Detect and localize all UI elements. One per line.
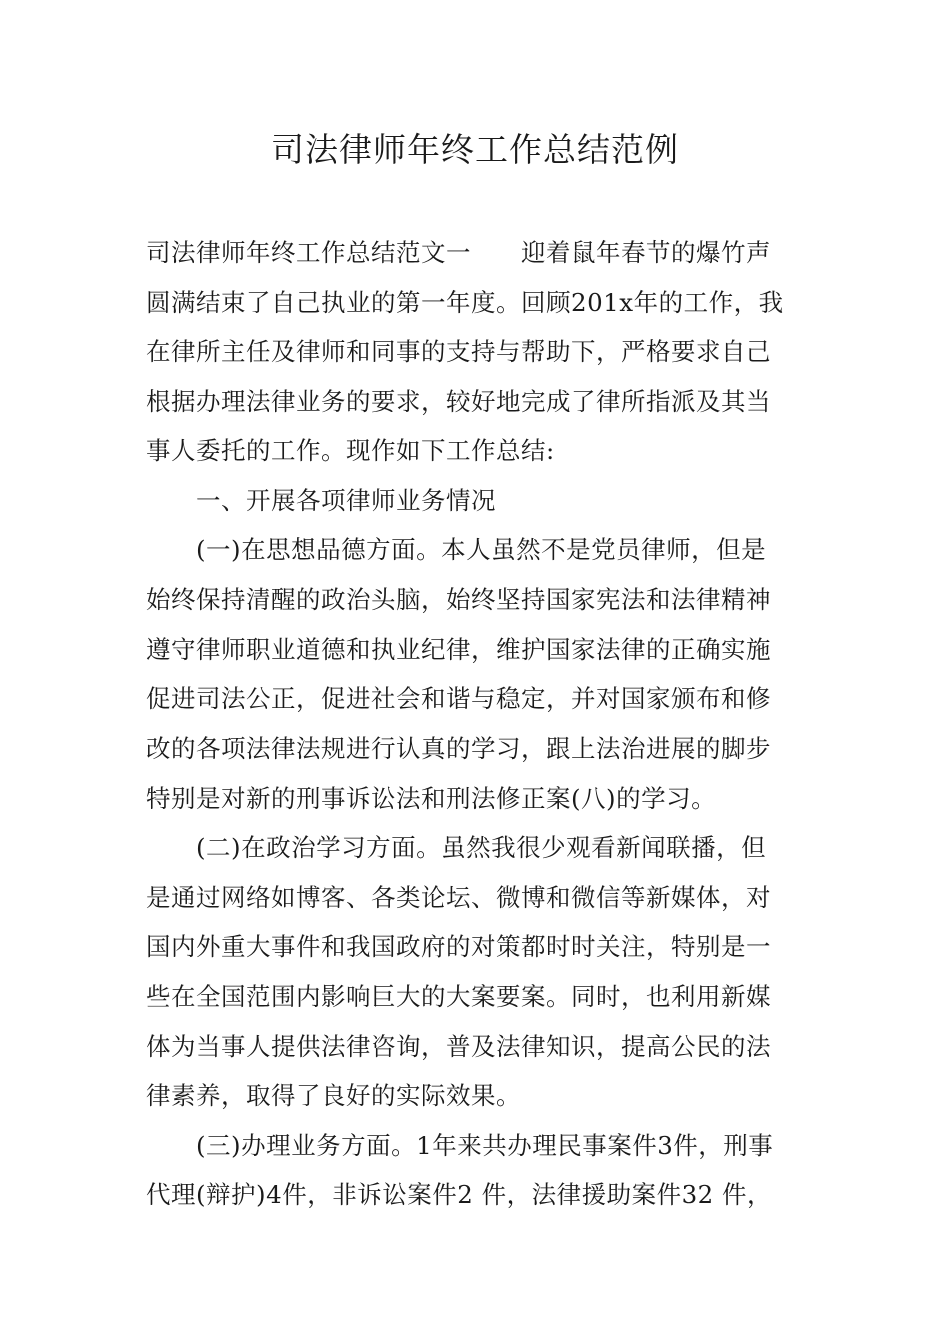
body-line-19: (三)办理业务方面。1年来共办理民事案件3件，刑事 xyxy=(196,1131,774,1160)
body-line-2: 圆满结束了自己执业的第一年度。回顾201x年的工作，我 xyxy=(146,288,784,317)
document-title: 司法律师年终工作总结范例 xyxy=(271,130,679,169)
body-line-5: 事人委托的工作。现作如下工作总结: xyxy=(146,436,555,465)
body-line-16: 些在全国范围内影响巨大的大案要案。同时，也利用新媒 xyxy=(146,982,771,1011)
body-line-17: 体为当事人提供法律咨询，普及法律知识，提高公民的法 xyxy=(146,1032,771,1061)
body-line-7: (一)在思想品德方面。本人虽然不是党员律师，但是 xyxy=(196,535,767,564)
body-line-11: 改的各项法律法规进行认真的学习，跟上法治进展的脚步 xyxy=(146,734,771,763)
body-line-8: 始终保持清醒的政治头脑，始终坚持国家宪法和法律精神 xyxy=(146,585,771,614)
body-line-14: 是通过网络如博客、各类论坛、微博和微信等新媒体，对 xyxy=(146,883,771,912)
body-line-18: 律素养，取得了良好的实际效果。 xyxy=(146,1081,521,1110)
body-line-1: 司法律师年终工作总结范文一 迎着鼠年春节的爆竹声 xyxy=(146,238,771,267)
section-heading-1: 一、开展各项律师业务情况 xyxy=(196,486,496,515)
body-line-10: 促进司法公正，促进社会和谐与稳定，并对国家颁布和修 xyxy=(146,684,771,713)
body-line-9: 遵守律师职业道德和执业纪律，维护国家法律的正确实施 xyxy=(146,635,771,664)
body-line-20: 代理(辩护)4件，非诉讼案件2 件，法律援助案件32 件， xyxy=(146,1180,773,1209)
body-line-12: 特别是对新的刑事诉讼法和刑法修正案(八)的学习。 xyxy=(146,784,717,813)
body-line-3: 在律所主任及律师和同事的支持与帮助下，严格要求自己 xyxy=(146,337,771,366)
body-line-13: (二)在政治学习方面。虽然我很少观看新闻联播，但 xyxy=(196,833,767,862)
body-line-4: 根据办理法律业务的要求，较好地完成了律所指派及其当 xyxy=(146,387,771,416)
body-line-15: 国内外重大事件和我国政府的对策都时时关注，特别是一 xyxy=(146,932,771,961)
